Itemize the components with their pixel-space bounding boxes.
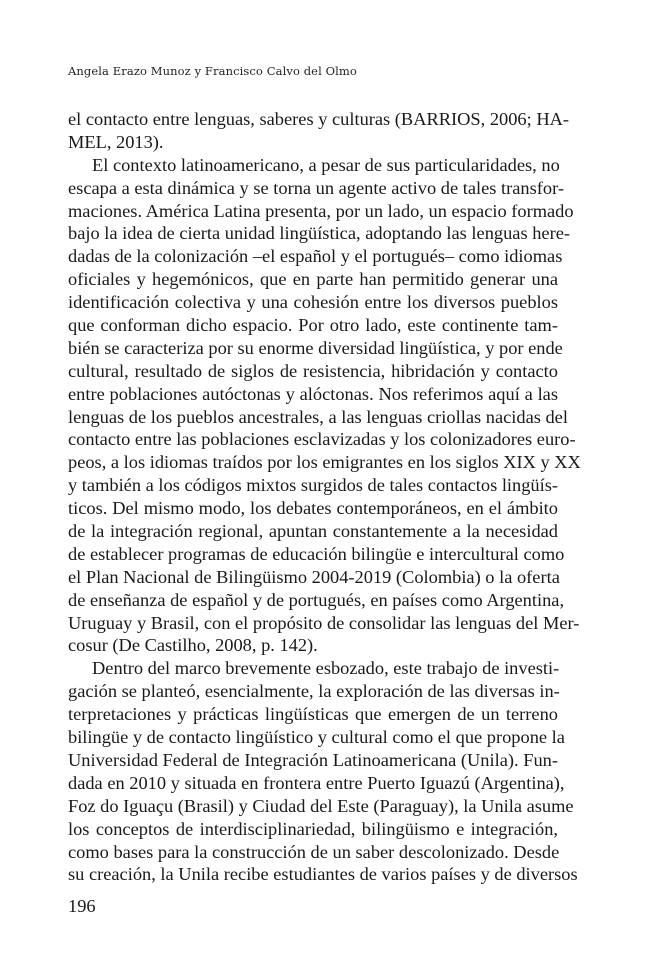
page-number: 196	[68, 896, 96, 916]
text-line: gación se planteó, esencialmente, la exploración de las diversas in-	[68, 681, 560, 702]
text-line: El contexto latinoamericano, a pesar de sus particularidades, no	[92, 154, 560, 175]
text-line: de la integración regional, apuntan constantemente a la necesidad	[68, 521, 558, 542]
text-line: escapa a esta dinámica y se torna un agente activo de tales transfor-	[68, 177, 564, 198]
paragraph-1	[68, 108, 570, 154]
text-line: dadas de la colonización –el español y el portugués– como idiomas	[68, 246, 563, 267]
text-line: terpretaciones y prácticas lingüísticas que emergen de un terreno	[68, 704, 558, 725]
text-line: dada en 2010 y situada en frontera entre Puerto Iguazú (Argentina),	[68, 772, 565, 793]
text-line: Foz do Iguaçu (Brasil) y Ciudad del Este (Paraguay), la Unila asume	[68, 795, 574, 816]
text-line: Uruguay y Brasil, con el propósito de consolidar las lenguas del Mer-	[68, 612, 580, 633]
text-line: ticos. Del mismo modo, los debates contemporáneos, en el ámbito	[68, 498, 558, 519]
paragraph-2	[68, 154, 581, 658]
text-line: que conforman dicho espacio. Por otro lado, este continente tam-	[68, 315, 558, 336]
text-line: peos, a los idiomas traídos por los emigrantes en los siglos XIX y XX	[68, 452, 581, 473]
text-line: bajo la idea de cierta unidad lingüística, adoptando las lenguas here-	[68, 223, 570, 244]
text-line: Dentro del marco brevemente esbozado, este trabajo de investi-	[92, 658, 560, 679]
text-line: el Plan Nacional de Bilingüismo 2004-2019 (Colombia) o la oferta	[68, 566, 560, 587]
text-line: bilingüe y de contacto lingüístico y cultural como el que propone la	[68, 727, 565, 748]
text-line: maciones. América Latina presenta, por un lado, un espacio formado	[68, 200, 574, 221]
text-line: de establecer programas de educación bilingüe e intercultural como	[68, 543, 565, 564]
body-text	[68, 108, 581, 886]
text-line: cosur (De Castilho, 2008, p. 142).	[68, 635, 318, 656]
text-line: el contacto entre lenguas, saberes y culturas (BARRIOS, 2006; HA-	[68, 109, 570, 129]
text-line: como bases para la construcción de un saber descolonizado. Desde	[68, 841, 560, 862]
text-line: contacto entre las poblaciones esclavizadas y los colonizadores euro-	[68, 429, 576, 450]
text-line: MEL, 2013).	[68, 131, 164, 152]
text-line: los conceptos de interdisciplinariedad, bilingüismo e integración,	[68, 818, 558, 839]
text-line: y también a los códigos mixtos surgidos de tales contactos lingüís-	[68, 475, 559, 496]
text-line: entre poblaciones autóctonas y alóctonas. Nos referimos aquí a las	[68, 383, 558, 404]
paragraph-3	[68, 657, 578, 886]
text-line: cultural, resultado de siglos de resistencia, hibridación y contacto	[68, 360, 558, 381]
text-line: su creación, la Unila recibe estudiantes de varios países y de diversos	[68, 864, 578, 885]
running-header: Angela Erazo Munoz y Francisco Calvo del Olmo	[68, 64, 357, 78]
text-line: bién se caracteriza por su enorme diversidad lingüística, y por ende	[68, 337, 563, 358]
text-line: oficiales y hegemónicos, que en parte han permitido generar una	[68, 269, 558, 290]
text-line: identificación colectiva y una cohesión entre los diversos pueblos	[68, 292, 558, 313]
text-line: lenguas de los pueblos ancestrales, a las lenguas criollas nacidas del	[68, 406, 568, 427]
text-line: Universidad Federal de Integración Latinoamericana (Unila). Fun-	[68, 749, 558, 770]
text-line: de enseñanza de español y de portugués, en países como Argentina,	[68, 589, 565, 610]
